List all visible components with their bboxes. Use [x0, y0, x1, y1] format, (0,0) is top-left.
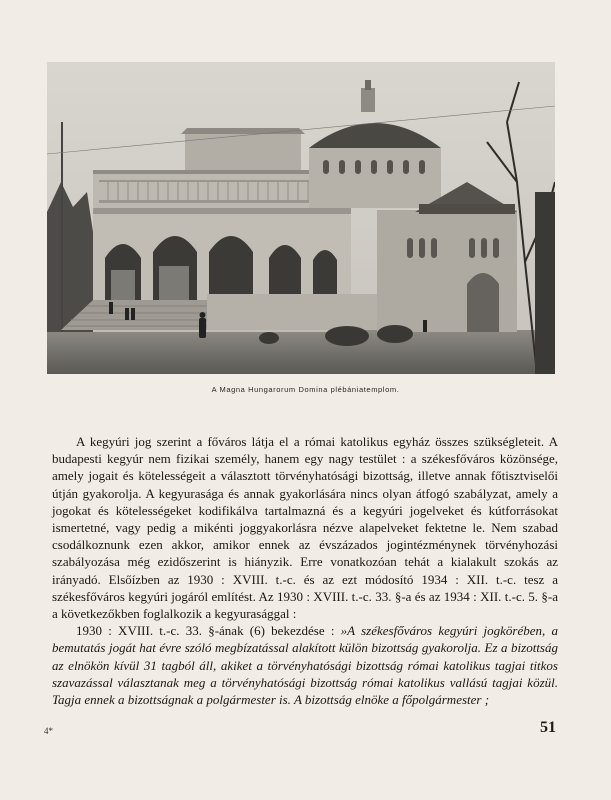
church-photo-illustration: [47, 62, 555, 374]
paragraph-kegyuri-jog: A kegyúri jog szerint a főváros látja el a római katolikus egyház összes szükségleteit. A budapesti kegyúr nem fizikai személy, hanem egy nagy testület : a székesfőváros közönsége, amely jogait és kötelességeit a választott törvényhatósági bizottság, illetve annak főtisztviselői útján gyakorolja. A kegyurasága és annak gyakorlására nincs olyan átfogó szabályzat, amely a jogokat és kötelességeket kodifikálva tartalmazná és a kegyúri jogelveket és kútforrásokat ismertetné, vagy pedig a mikénti joggyakorlásra nézve alapelveket fektetne le. Nem szabad csodálkoznunk ezen akkor, amikor ennek az évszázados jogintézménynek törvényhozási szabályozása még ezidőszerint is hiányzik. Erre vonatkozóan tehát a kialakult szokás az irányadó. Elsőízben az 1930 : XVIII. t.-c. és az ezt módosító 1934 : XII. t.-c. tesz a székesfőváros kegyúri jogáról említést. Az 1930 : XVIII. t.-c. 33. §-a és az 1934 : XII. t.-c. 5. §-a a következőkben foglalkozik a kegyurasággal :: [52, 434, 558, 622]
photo-caption: A Magna Hungarorum Domina plébániatemplom.: [211, 385, 400, 394]
church-photograph: [47, 62, 555, 374]
page-number: 51: [540, 719, 556, 736]
law-quote: »A székesfőváros kegyúri jogkörében, a bemutatás jogát hat évre szóló megbízatással alakított külön bizottság gyakorolja. Ez a bizottság az elnökön kívül 31 tagból áll, akiket a törvényhatósági bizottság római katolikus tagjai titkos szavazással választanak meg a törvényhatósági bizottság római katolikus vallású tagjai közül. Tagja ennek a bizottságnak a polgármester is. A bizottság elnöke a főpolgármester ;: [52, 623, 558, 708]
paragraph-law-citation: [52, 622, 558, 708]
law-reference: 1930 : XVIII. t.-c. 33. §-ának (6) bekezdése :: [76, 623, 341, 639]
signature-mark: 4*: [44, 726, 53, 736]
body-text: [52, 433, 558, 708]
